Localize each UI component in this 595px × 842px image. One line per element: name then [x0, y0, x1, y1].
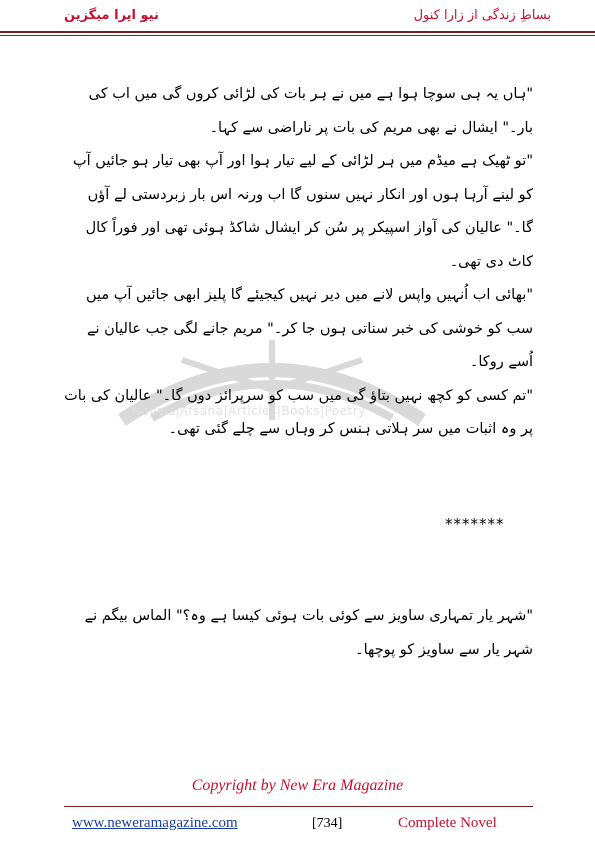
section-separator: *******	[445, 515, 505, 533]
page-number: [734]	[312, 816, 343, 831]
paragraph: "تم کسی کو کچھ نہیں بتاؤ گی میں سب کو سرپرائز دوں گا۔" عالیان کی بات پر وہ اثبات میں سر ہلاتی ہنس کر وہاں سے چلے گئی تھی۔	[64, 387, 533, 437]
story-title: بساطِ زندگی از زارا کنول	[413, 8, 551, 23]
story-body-continued	[64, 600, 533, 667]
watermark-text: Novels|Afsana|Articles|Books|Poetry	[132, 404, 366, 418]
footer-divider	[64, 806, 533, 807]
story-body	[64, 78, 533, 447]
magazine-name: نیو ایرا میگزین	[64, 8, 159, 23]
footer-label: Complete Novel	[398, 815, 497, 831]
copyright-notice: Copyright by New Era Magazine	[191, 777, 404, 794]
header-divider	[0, 31, 595, 36]
paragraph: "ہاں یہ ہی سوچا ہوا ہے میں نے ہر بات کی لڑائی کروں گی میں اب کی بار۔" ایشال نے بھی مریم کی بات پر ناراضی سے کہا۔	[88, 86, 533, 136]
paragraph: "تو ٹھیک ہے میڈم میں ہر لڑائی کے لیے تیار ہوا اور آپ بھی تیار ہو جائیں آپ کو لینے آرہا ہوں اور انکار نہیں سنوں گا اب ورنہ اس بار زبردستی لے آؤں گا۔" عالیان کی آواز اسپیکر پر سُن کر ایشال شاکڈ ہوئی تھی اور فوراً کال کاٹ دی تھی۔	[73, 153, 533, 270]
paragraph: "شہر یار تمہاری ساویز سے کوئی بات ہوئی کیسا ہے وہ؟" الماس بیگم نے شہر یار سے ساویز کو پوچھا۔	[84, 608, 533, 658]
paragraph: "بھائی اب اُنہیں واپس لانے میں دیر نہیں کیجیئے گا پلیز ابھی جائیں آپ میں سب کو خوشی کی خبر سناتی ہوں جا کر۔" مریم جانے لگی جب عالیان نے اُسے روکا۔	[85, 287, 533, 370]
website-link[interactable]: www.neweramagazine.com	[72, 815, 238, 831]
